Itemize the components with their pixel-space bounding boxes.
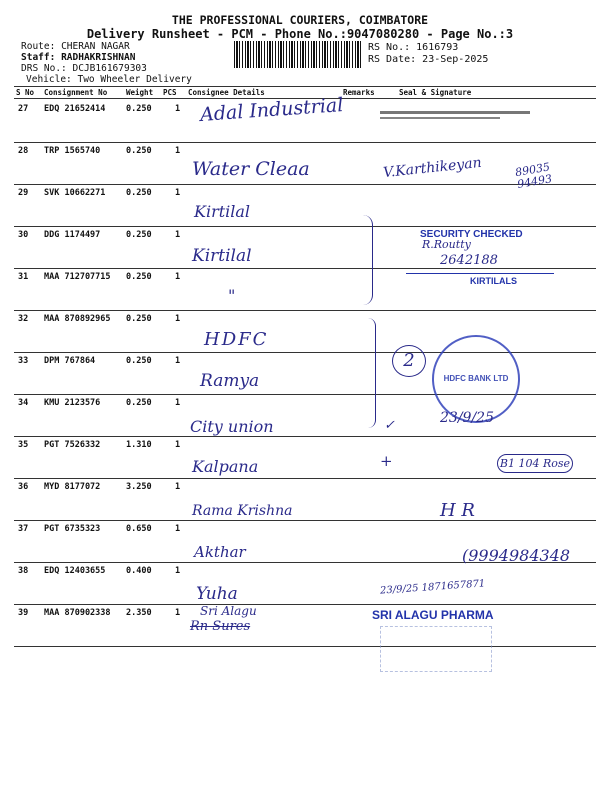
row-sno: 33 (18, 356, 29, 366)
row-pcs: 1 (175, 314, 181, 324)
row-consignment: KMU 2123576 (44, 398, 101, 408)
drs-value: DCJB161679303 (72, 63, 147, 74)
row-sno: 37 (18, 524, 29, 534)
row-consignment: MYD 8177072 (44, 482, 101, 492)
barcode (234, 41, 362, 68)
row-consignment: EDQ 21652414 (44, 104, 106, 114)
row-pcs: 1 (175, 398, 181, 408)
row-consignment: MAA 870892965 (44, 314, 111, 324)
row-consignee: Kirtilal (194, 202, 251, 221)
table-row (0, 605, 600, 646)
row-pcs: 1 (175, 230, 181, 240)
row-sno: 39 (18, 608, 29, 618)
row-consignment: DDG 1174497 (44, 230, 101, 240)
row-weight: 0.250 (126, 230, 152, 240)
pharma-stamp-body (380, 626, 492, 672)
table-row (0, 143, 600, 184)
table-row (0, 479, 600, 520)
route-line (21, 41, 130, 52)
row-consignee: Ramya (200, 371, 260, 391)
route-value: CHERAN NAGAR (61, 41, 130, 52)
row-consignment: SVK 10662271 (44, 188, 106, 198)
row-sno: 32 (18, 314, 29, 324)
row-consignee: " (228, 286, 236, 305)
row-consignee: Adal Industrial (199, 94, 345, 126)
drs-label: DRS No.: (21, 63, 67, 74)
table-row (0, 185, 600, 226)
bracket-mark (358, 215, 373, 305)
row-weight: 0.250 (126, 146, 152, 156)
row-pcs: 1 (175, 608, 181, 618)
header-top-line (14, 86, 596, 87)
kirtilals-stamp: KIRTILALS (470, 276, 517, 286)
row-consignee: HDFC (204, 329, 269, 350)
row-weight: 0.250 (126, 104, 152, 114)
row-sno: 36 (18, 482, 29, 492)
row-weight: 0.250 (126, 356, 152, 366)
circled-number: 2 (392, 345, 426, 377)
row39-rn-text: Rn Sures (190, 619, 251, 634)
row-consignment: TRP 1565740 (44, 146, 101, 156)
security-checked-stamp: SECURITY CHECKED (420, 229, 523, 240)
row-pcs: 1 (175, 440, 181, 450)
row-sno: 27 (18, 104, 29, 114)
row-sno: 38 (18, 566, 29, 576)
row-weight: 0.250 (126, 272, 152, 282)
row-pcs: 1 (175, 104, 181, 114)
col-sno: S No (16, 88, 35, 97)
row-consignee: Kalpana (192, 457, 259, 476)
row-sno: 31 (18, 272, 29, 282)
row-consignee: Akthar (194, 543, 246, 561)
row-weight: 3.250 (126, 482, 152, 492)
row-consignee: Sri Alagu (200, 604, 257, 618)
row-pcs: 1 (175, 566, 181, 576)
signature-row34: 23/9/25 (440, 410, 494, 426)
checkmark-glyph: ✓ (384, 418, 395, 433)
row-pcs: 1 (175, 524, 181, 534)
company-name: THE PROFESSIONAL COURIERS, COIMBATORE (171, 13, 429, 27)
row-weight: 0.650 (126, 524, 152, 534)
rs-date: RS Date: 23-Sep-2025 (368, 54, 489, 65)
rs-number: RS No.: 1616793 (368, 42, 459, 53)
bracket-mark (365, 318, 376, 428)
sri-alagu-pharma-stamp: SRI ALAGU PHARMA (372, 608, 494, 622)
row-consignee: City union (190, 417, 274, 436)
security-signature: R.Routty (422, 238, 471, 251)
table-row (0, 563, 600, 604)
row-pcs: 1 (175, 356, 181, 366)
row-consignment: MAA 712707715 (44, 272, 111, 282)
row-weight: 0.250 (126, 314, 152, 324)
row-sno: 30 (18, 230, 29, 240)
signature-row28-phone: 89035 94493 (514, 160, 554, 192)
row-consignment: PGT 6735323 (44, 524, 101, 534)
col-consignee: Consignee Details (188, 88, 265, 97)
signature-row28: V.Karthikeyan (382, 154, 483, 182)
row-pcs: 1 (175, 146, 181, 156)
col-consignment: Consignment No (44, 88, 108, 97)
route-label: Route: (21, 41, 56, 52)
row-weight: 2.350 (126, 608, 152, 618)
row-consignee: Rama Krishna (192, 503, 293, 519)
row-pcs: 1 (175, 482, 181, 492)
row-pcs: 1 (175, 272, 181, 282)
drs-line (21, 63, 147, 74)
col-weight: Weight (126, 88, 154, 97)
row-pcs: 1 (175, 188, 181, 198)
col-remarks: Remarks (343, 88, 375, 97)
hdfc-bank-stamp: HDFC BANK LTD (432, 335, 520, 423)
row-consignee: Yuha (196, 584, 238, 604)
staff-value: RADHAKRISHNAN (61, 52, 136, 63)
row-sno: 35 (18, 440, 29, 450)
row-divider (14, 646, 596, 647)
signature-row38: 23/9/25 1871657871 (379, 578, 486, 597)
row-sno: 34 (18, 398, 29, 408)
signature-row35-box: B1 104 Rose (497, 454, 573, 473)
staff-line (21, 52, 135, 63)
row-consignee: Kirtilal (192, 246, 252, 266)
row-sno: 28 (18, 146, 29, 156)
row-sno: 29 (18, 188, 29, 198)
row-consignment: EDQ 12403655 (44, 566, 106, 576)
cross-mark: + (380, 452, 393, 470)
row-weight: 0.250 (126, 398, 152, 408)
row-consignment: MAA 870902338 (44, 608, 111, 618)
signature-row37-phone: (9994984348 (462, 546, 571, 565)
security-number: 2642188 (440, 253, 498, 268)
row-consignee: Water Cleaa (192, 158, 310, 180)
row-weight: 0.250 (126, 188, 152, 198)
row-consignment: DPM 767864 (44, 356, 96, 366)
col-seal-signature: Seal & Signature (399, 88, 472, 97)
col-pcs: PCS (163, 88, 177, 97)
tamil-stamp (380, 103, 560, 131)
runsheet-subtitle: Delivery Runsheet - PCM - Phone No.:9047080280 - Page No.:3 (86, 27, 514, 41)
row-weight: 1.310 (126, 440, 152, 450)
signature-row36: H R (440, 500, 475, 521)
staff-label: Staff: (21, 52, 56, 63)
row-weight: 0.400 (126, 566, 152, 576)
stamp-line (406, 273, 554, 274)
vehicle-info: Vehicle: Two Wheeler Delivery (26, 74, 192, 85)
row-consignment: PGT 7526332 (44, 440, 101, 450)
table-row (0, 311, 600, 352)
